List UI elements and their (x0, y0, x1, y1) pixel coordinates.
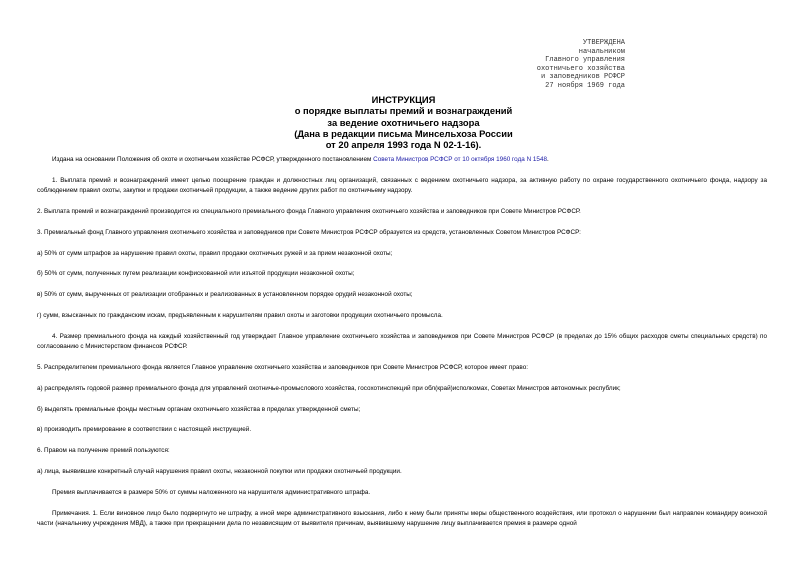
title-line: (Дана в редакции письма Минсельхоза России (294, 127, 513, 139)
approval-line: УТВЕРЖДЕНА (582, 39, 625, 47)
title-line: о порядке выплаты премий и вознаграждений (294, 105, 513, 117)
paragraph-2: 2. Выплата премий и вознаграждений производится из специального премиального фонда Главного управления охотничьего хозяйства и заповедников при Совете Министров РСФСР. (37, 208, 581, 215)
approval-line: охотничьего хозяйства (536, 64, 625, 73)
decree-link[interactable]: Совета Министров РСФСР от 10 октября 1960 года N 1548 (373, 156, 548, 163)
approval-stamp (520, 39, 625, 91)
paragraph-5b: б) выделять премиальные фонды местным органам охотничьего хозяйства в пределах утвержденной сметы; (37, 405, 361, 413)
paragraph-3g: г) сумм, взысканных по гражданским искам, предъявленным к нарушителям правил охоты и заготовки продукции охотничьего промысла. (37, 311, 443, 319)
title-line: ИНСТРУКЦИЯ (371, 94, 436, 105)
paragraph-3b: б) 50% от сумм, полученных путем реализации конфискованной или изъятой продукции незаконной охоты; (37, 270, 355, 278)
paragraph-6a: а) лица, выявившие конкретный случай нарушения правил охоты, незаконной покупки или продажи охотничьей продукции. (37, 467, 402, 475)
note-paragraph: Примечания. 1. Если виновное лицо было подвергнуто не штрафу, а иной мере административного взыскания, либо к нему были приняты меры общественного воздействия, или протокол о нарушении был направлен командиру воинской части (начальнику учреждения МВД), а также при прекращении дела по независящим от выявителя причинам, выявившему нарушение лицу выплачивается премия в размере одной (37, 509, 767, 527)
approval-line: и заповедников РСФСР (540, 73, 625, 82)
title-line: за ведение охотничьего надзора (327, 116, 480, 128)
paragraph-3: 3. Премиальный фонд Главного управления охотничьего хозяйства и заповедников при Совете Министров РСФСР образуется из средств, установленных Советом Министров РСФСР: (37, 228, 581, 236)
paragraph-5v: в) производить премирование в соответствии с настоящей инструкцией. (37, 426, 252, 434)
paragraph-5: 5. Распределителем премиального фонда является Главное управление охотничьего хозяйства и заповедников при Совете Министров РСФСР, которое имеет право: (37, 363, 529, 371)
paragraph-3a: а) 50% от сумм штрафов за нарушение правил охоты, правил продажи охотничьих ружей и за прием незаконной охоты; (37, 249, 393, 257)
paragraph-6: 6. Правом на получение премий пользуются: (37, 447, 170, 455)
document-title (0, 94, 807, 150)
paragraph-3v: в) 50% от сумм, вырученных от реализации отобранных и реализованных в установленном порядке орудий незаконной охоты; (37, 291, 413, 299)
approval-line: Главного управления (545, 56, 625, 65)
paragraph-5a: а) распределять годовой размер премиального фонда для управлений охотничье-промыслового хозяйства, госохотинспекций при обл(край)исполкомах, Советах Министров автономных республик; (37, 384, 621, 392)
paragraph-1: 1. Выплата премий и вознаграждений имеет целью поощрение граждан и должностных лиц организаций, связанных с ведением охотничьего надзора, за активную работу по охране государственного охотничьего фонда, надзору за соблюдением правил охоты, закупки и продажи охотничьей продукции, а также ведение других работ по охотничьему надзору. (37, 176, 767, 195)
paragraph-6b: Премия выплачивается в размере 50% от суммы наложенного на нарушителя административного штрафа. (52, 488, 371, 496)
approval-line: 27 ноября 1969 года (545, 81, 625, 90)
intro-paragraph (37, 155, 767, 165)
paragraph-4: 4. Размер премиального фонда на каждый хозяйственный год утверждает Главное управление охотничьего хозяйства и заповедников при Совете Министров РСФСР (в пределах до 15% общих расходов сметы специальных средств) по согласованию с Министерством финансов РСФСР. (37, 332, 767, 351)
intro-end: . (547, 156, 549, 163)
document-body (37, 155, 767, 540)
approval-line: начальником (578, 47, 625, 56)
title-line: от 20 апреля 1993 года N 02-1-16). (325, 139, 482, 151)
intro-text: Издана на основании Положения об охоте и охотничьем хозяйстве РСФСР, утвержденного постановлением (52, 156, 372, 163)
